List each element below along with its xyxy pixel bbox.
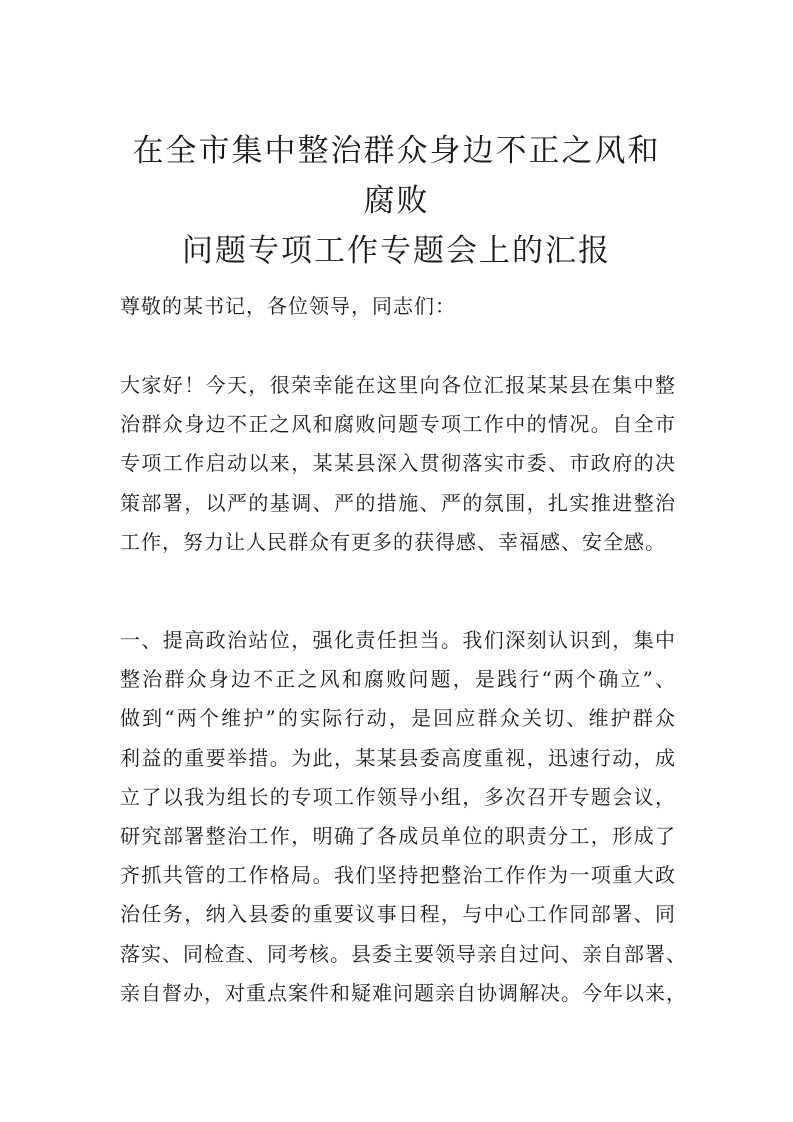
paragraph-line: 工作，努力让人民群众有更多的获得感、幸福感、安全感。 [120,529,666,554]
paragraph-line: 专项工作启动以来，某某县深入贯彻落实市委、市政府的决 [120,451,676,476]
title-line-1: 在全市集中整治群众身边不正之风和腐败 [132,133,661,219]
document-title [120,126,673,276]
paragraph-line: 亲自督办，对重点案件和疑难问题亲自协调解决。今年以来， [120,980,687,1005]
paragraph-line: 整治群众身边不正之风和腐败问题，是践行“两个确立”、 [120,667,676,692]
paragraph-line: 一、提高政治站位，强化责任担当。我们深刻认识到，集中 [120,628,676,652]
paragraph-line: 策部署，以严的基调、严的措施、严的氛围，扎实推进整治 [120,490,676,515]
salutation: 尊敬的某书记，各位领导，同志们： [120,294,456,318]
title-line-2: 问题专项工作专题会上的汇报 [182,233,611,269]
paragraph-section-one [120,621,687,1013]
paragraph-line: 研究部署整治工作，明确了各成员单位的职责分工，形成了 [120,824,676,849]
paragraph-line: 治群众身边不正之风和腐败问题专项工作中的情况。自全市 [120,412,676,437]
paragraph-line: 治任务，纳入县委的重要议事日程，与中心工作同部署、同 [120,902,676,927]
paragraph-line: 齐抓共管的工作格局。我们坚持把整治工作作为一项重大政 [120,863,676,888]
paragraph-line: 大家好！今天，很荣幸能在这里向各位汇报某某县在集中整 [120,373,676,397]
paragraph-line: 落实、同检查、同考核。县委主要领导亲自过问、亲自部署、 [120,941,687,966]
paragraph-line: 利益的重要举措。为此，某某县委高度重视，迅速行动，成 [120,745,676,770]
paragraph-line: 立了以我为组长的专项工作领导小组，多次召开专题会议， [120,784,676,809]
paragraph-line: 做到“两个维护”的实际行动，是回应群众关切、维护群众 [120,706,676,731]
paragraph-opening [120,366,676,562]
